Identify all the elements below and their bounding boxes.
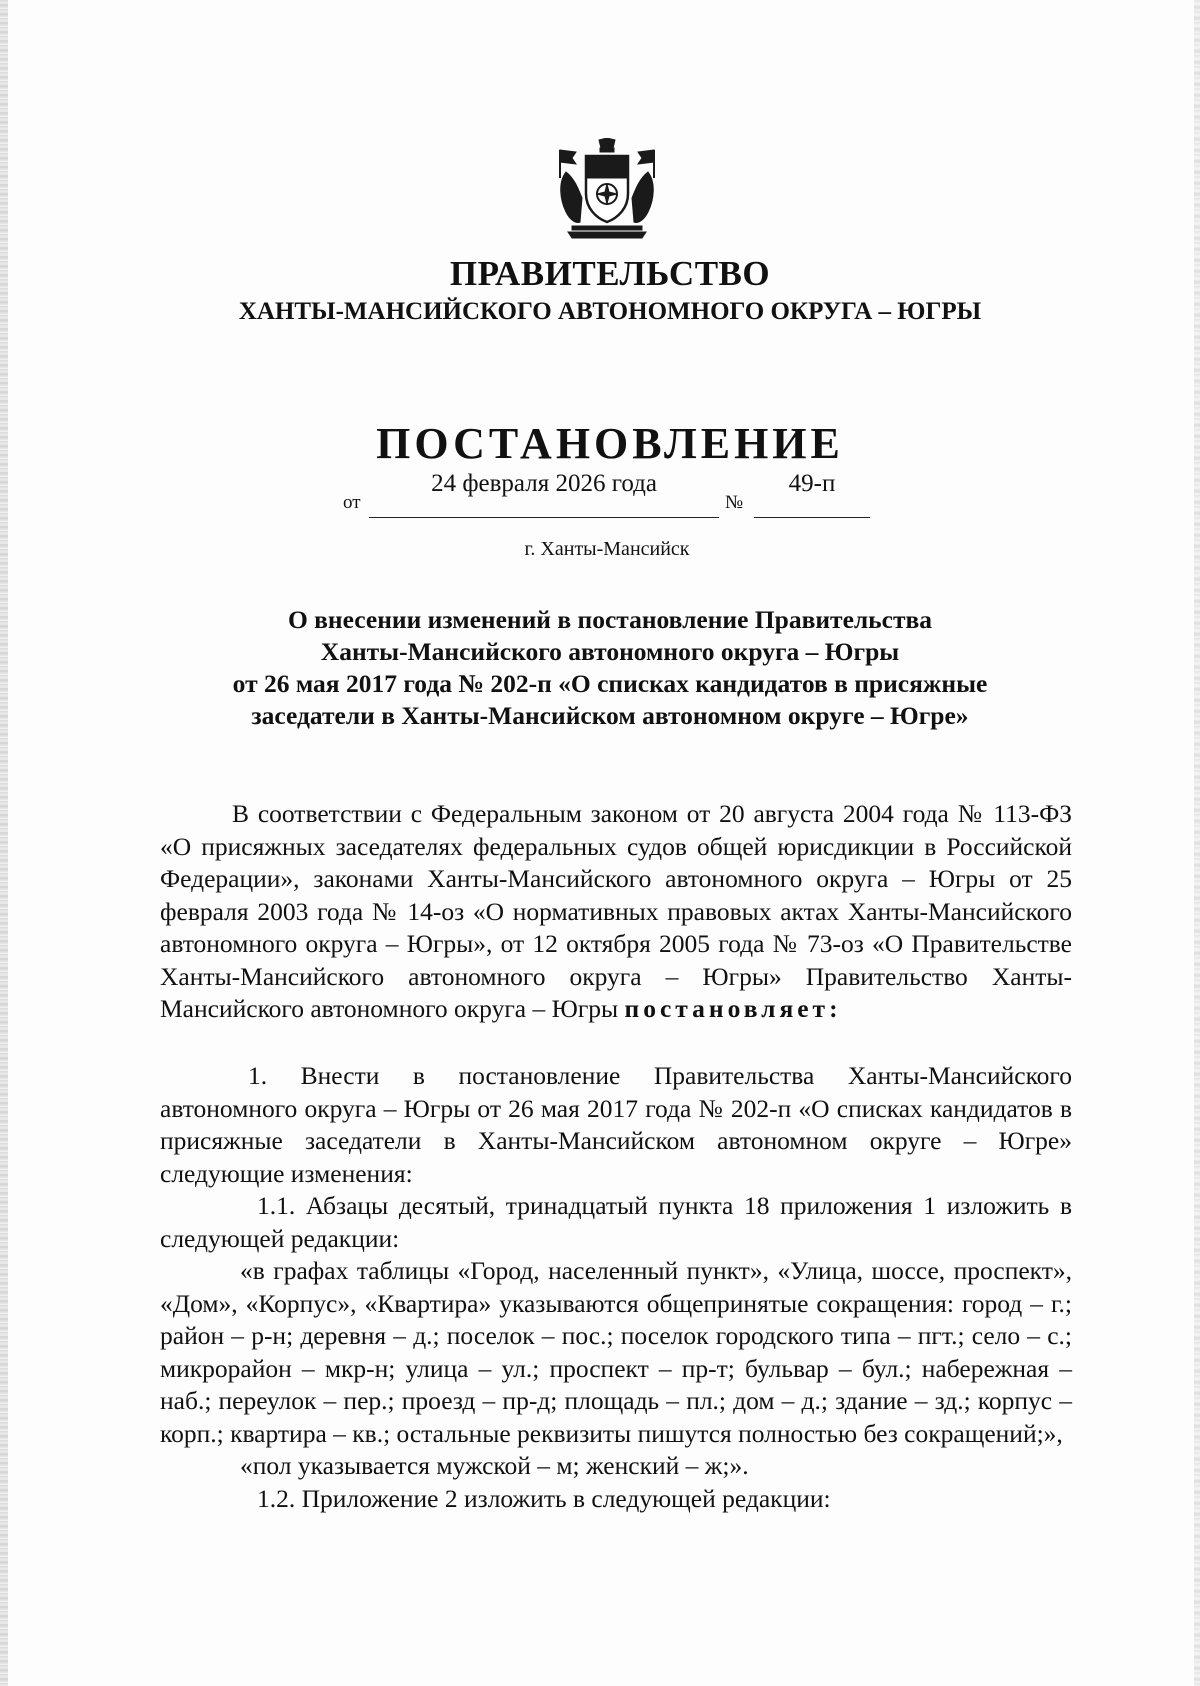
quote-paragraph-2: «пол указывается мужской – м; женский – ж;». bbox=[240, 1451, 749, 1480]
region-title: ХАНТЫ-МАНСИЙСКОГО АВТОНОМНОГО ОКРУГА – ЮГРЫ bbox=[238, 298, 982, 325]
preamble-section bbox=[160, 798, 1072, 1026]
subject-line: заседатели в Ханты-Мансийском автономном округе – Югре» bbox=[251, 701, 969, 730]
number-underline bbox=[754, 517, 870, 518]
document-date: 24 февраля 2026 года bbox=[431, 470, 657, 497]
item-1: 1. Внести в постановление Правительства Ханты-Мансийского автономного округа – Югры от 26 мая 2017 года № 202-п «О списках кандидатов в присяжные заседатели в Ханты-Мансийском автономном округе – Югре» следующие изменения: bbox=[160, 1061, 1072, 1188]
number-label: № bbox=[725, 492, 744, 513]
subject-line: О внесении изменений в постановление Правительства bbox=[287, 605, 933, 634]
document-number: 49-п bbox=[788, 470, 836, 497]
main-section bbox=[160, 1060, 1072, 1515]
quote-paragraph-1: «в графах таблицы «Город, населенный пункт», «Улица, шоссе, проспект», «Дом», «Корпус», «Квартира» указываются общепринятые сокращения: город – г.; район – р-н; деревня – д.; поселок – пос.; поселок городского типа – пгт.; село – с.; микрорайон – мкр-н; улица – ул.; проспект – пр-т; бульвар – бул.; набережная – наб.; переулок – пер.; проезд – пр-д; площадь – пл.; дом – д.; здание – зд.; корпус – корп.; квартира – кв.; остальные реквизиты пишутся полностью без сокращений;», bbox=[160, 1256, 1072, 1448]
document-subject bbox=[150, 604, 1070, 732]
document-type: ПОСТАНОВЛЕНИЕ bbox=[376, 419, 844, 468]
item-1-2: 1.2. Приложение 2 изложить в следующей редакции: bbox=[257, 1483, 831, 1513]
item-1-1: 1.1. Абзацы десятый, тринадцатый пункта 18 приложения 1 изложить в следующей редакции: bbox=[160, 1191, 1072, 1253]
government-title: ПРАВИТЕЛЬСТВО bbox=[449, 254, 771, 293]
resolves-word: постановляет: bbox=[624, 994, 842, 1023]
registration-row bbox=[0, 470, 1200, 520]
coat-of-arms-icon bbox=[552, 138, 662, 240]
date-underline bbox=[369, 517, 719, 518]
subject-line: от 26 мая 2017 года № 202-п «О списках кандидатов в присяжные bbox=[232, 669, 988, 698]
subject-line: Ханты-Мансийского автономного округа – Югры bbox=[320, 637, 900, 666]
scan-edge-right bbox=[1194, 0, 1200, 1686]
scan-edge-left bbox=[0, 0, 8, 1686]
city: г. Ханты-Мансийск bbox=[524, 538, 690, 560]
preamble-text: В соответствии с Федеральным законом от 20 августа 2004 года № 113-ФЗ «О присяжных заседателях федеральных судов общей юрисдикции в Российской Федерации», законами Ханты-Мансийского автономного округа – Югры от 25 февраля 2003 года № 14-оз «О нормативных правовых актах Ханты-Мансийского автономного округа – Югры», от 12 октября 2005 года № 73-оз «О Правительстве Ханты-Мансийского автономного округа – Югры» Правительство Ханты-Мансийского автономного округа – Югры bbox=[160, 799, 1072, 1023]
preamble-paragraph bbox=[160, 798, 1072, 1026]
from-label: от bbox=[343, 492, 361, 513]
